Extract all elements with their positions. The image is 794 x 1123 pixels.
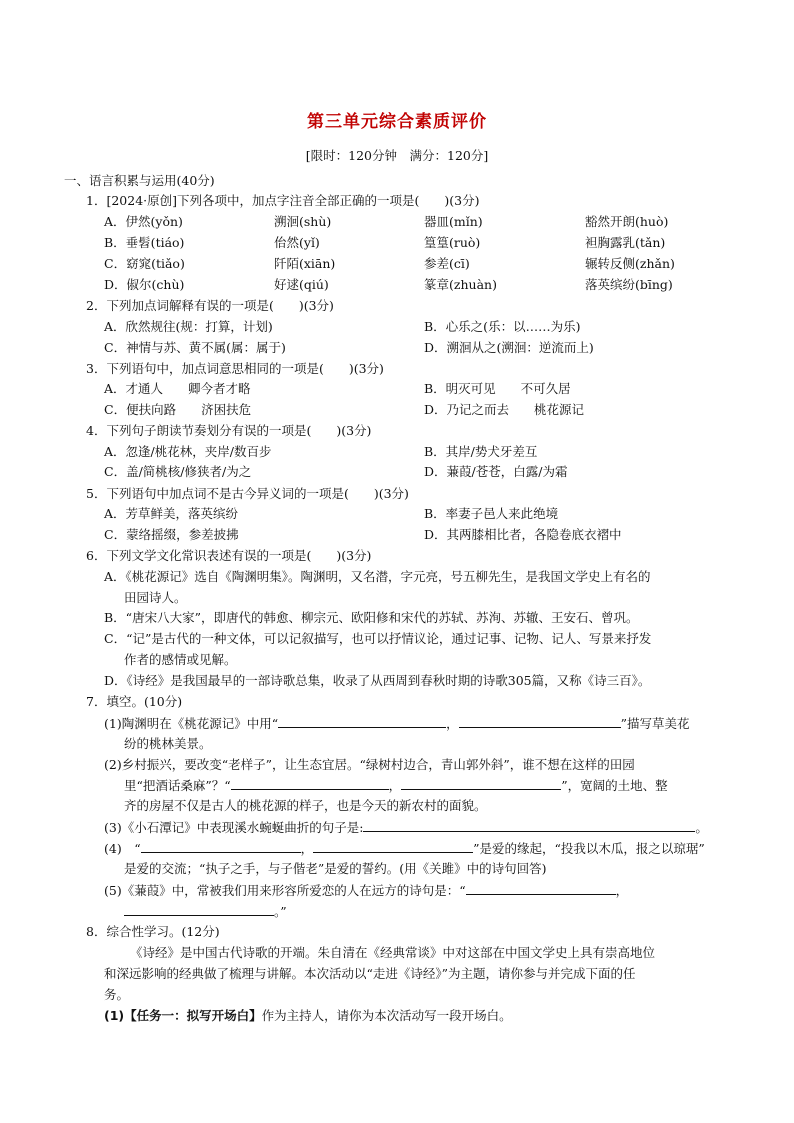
q3-option-a: A．才通人 卿今者才略 (104, 381, 251, 396)
q1-option-a-3: 器皿(mǐn) (424, 214, 483, 229)
q7-part1-text-c: ”描写草美花 (620, 716, 690, 731)
q7-part3-text-a: (3)《小石潭记》中表现溪水蜿蜒曲折的句子是: (104, 820, 364, 835)
q6-option-b: B．“唐宋八大家”，即唐代的韩愈、柳宗元、欧阳修和宋代的苏轼、苏洵、苏辙、王安石、曾巩。 (104, 610, 639, 625)
question-7-stem: 7．填空。(10分) (86, 694, 183, 709)
q4-option-a: A．忽逢/桃花林，夹岸/数百步 (104, 444, 272, 459)
q7-part1-line1 (104, 714, 690, 733)
q7-part5-line1 (104, 881, 628, 900)
q7-part4-text-b: ， (300, 841, 314, 856)
q1-option-d-1: D．俶尔(chù) (104, 277, 185, 292)
q6-option-c-line2: 作者的感情或见解。 (124, 652, 237, 667)
q3-option-c: C．便扶向路 济困扶危 (104, 402, 252, 417)
q1-option-b-4: 袒胸露乳(tǎn) (585, 235, 666, 250)
q7-part4-blank-1[interactable] (141, 839, 301, 853)
q1-option-b-3: 篁篁(ruò) (424, 235, 481, 250)
q7-part4-text-c: ”是爱的缘起，“投我以木瓜，报之以琼琚” (473, 841, 705, 856)
q7-part5-line2 (124, 902, 287, 921)
q7-part3-text-b: 。 (695, 820, 708, 835)
q7-part2-line3: 齐的房屋不仅是古人的桃花源的样子，也是今天的新农村的面貌。 (124, 798, 487, 813)
question-5-stem: 5．下列语句中加点词不是古今异义词的一项是( )(3分) (86, 486, 409, 501)
q8-task1-label: (1)【任务一：拟写开场白】 (104, 1008, 262, 1023)
q7-part5-blank-1[interactable] (466, 881, 616, 895)
q7-part1-text-a: (1)陶渊明在《桃花源记》中用“ (104, 716, 279, 731)
q1-option-d-3: 篆章(zhuàn) (424, 277, 497, 292)
q7-part1-line2: 纷的桃林美景。 (124, 736, 212, 751)
q7-part4-blank-2[interactable] (313, 839, 473, 853)
q3-option-d: D．乃记之而去 桃花源记 (424, 402, 585, 417)
q1-option-b-1: B．垂髫(tiáo) (104, 235, 185, 250)
q7-part1-blank-1[interactable] (278, 714, 446, 728)
q7-part5-blank-2[interactable] (124, 902, 274, 916)
q1-option-d-2: 好逑(qiú) (274, 277, 329, 292)
q7-part2-line2 (124, 776, 668, 795)
q1-option-c-4: 辗转反侧(zhǎn) (585, 256, 675, 271)
q7-part5-text-c: 。” (274, 904, 287, 919)
question-2-stem: 2．下列加点词解释有误的一项是( )(3分) (86, 298, 334, 313)
q2-option-c: C．神情与苏、黄不属(属：属于) (104, 340, 286, 355)
q5-option-b: B．率妻子邑人来此绝境 (424, 506, 559, 521)
q7-part2-blank-2[interactable] (401, 776, 561, 790)
q4-option-b: B．其岸/势犬牙差互 (424, 444, 538, 459)
q1-option-c-2: 阡陌(xiān) (274, 256, 336, 271)
q1-option-b-2: 佁然(yǐ) (274, 235, 320, 250)
q7-part3-line (104, 818, 708, 837)
q3-option-b: B．明灭可见 不可久居 (424, 381, 571, 396)
q1-option-d-4: 落英缤纷(bīng) (585, 277, 673, 292)
q1-option-c-3: 参差(cī) (424, 256, 470, 271)
q5-option-d: D．其两膝相比者，各隐卷底衣褶中 (424, 527, 622, 542)
q1-option-a-4: 豁然开朗(huò) (585, 214, 669, 229)
q7-part3-blank[interactable] (363, 818, 695, 832)
q1-option-c-1: C．窈窕(tiǎo) (104, 256, 185, 271)
q6-option-a-line1: A．《桃花源记》选自《陶渊明集》。陶渊明，又名潜，字元亮，号五柳先生，是我国文学史上有名的 (104, 569, 651, 584)
question-1-stem: 1．[2024·原创]下列各项中，加点字注音全部正确的一项是( )(3分) (86, 193, 480, 208)
q7-part5-text-b: ， (615, 883, 629, 898)
q1-option-a-2: 溯洄(shù) (274, 214, 332, 229)
q7-part1-blank-2[interactable] (459, 714, 621, 728)
q7-part2-line1: (2)乡村振兴，要改变“老样子”，让生态宜居。“绿树村边合，青山郭外斜”，谁不想在这样的田园 (104, 757, 635, 772)
q7-part4-line2: 是爱的交流；“执子之手，与子偕老”是爱的誓约。(用《关雎》中的诗句回答) (124, 861, 547, 876)
page-subtitle: [限时：120分钟 满分：120分] (305, 148, 489, 163)
q7-part1-text-b: ， (446, 716, 459, 731)
q8-paragraph-line3: 务。 (104, 987, 130, 1002)
q7-part2-text-c: ， (388, 778, 402, 793)
q7-part5-text-a: (5)《蒹葭》中，常被我们用来形容所爱恋的人在远方的诗句是：“ (104, 883, 466, 898)
question-3-stem: 3．下列语句中，加点词意思相同的一项是( )(3分) (86, 361, 384, 376)
q8-paragraph-line2: 和深远影响的经典做了梳理与讲解。本次活动以“走进《诗经》”为主题，请你参与并完成下面的任 (104, 966, 636, 981)
q7-part4-text-a: (4) “ (104, 841, 141, 856)
q8-paragraph-line1: 《诗经》是中国古代诗歌的开端。朱自清在《经典常谈》中对这部在中国文学史上具有崇高地位 (130, 945, 656, 960)
q7-part2-blank-1[interactable] (231, 776, 389, 790)
q2-option-a: A．欣然规往(规：打算，计划) (104, 319, 273, 334)
q8-task1-line (104, 1007, 512, 1025)
question-6-stem: 6．下列文学文化常识表述有误的一项是( )(3分) (86, 548, 372, 563)
q8-task1-text: 作为主持人，请你为本次活动写一段开场白。 (261, 1008, 512, 1023)
q1-option-a-1: A．伊然(yǒn) (104, 214, 183, 229)
q4-option-d: D．蒹葭/苍苍，白露/为霜 (424, 464, 568, 479)
q2-option-d: D．溯洄从之(溯洄：逆流而上) (424, 340, 594, 355)
q6-option-d: D．《诗经》是我国最早的一部诗歌总集，收录了从西周到春秋时期的诗歌305篇，又称《诗三百》。 (104, 673, 651, 688)
q4-option-c: C．盖/简桃核/修狭者/为之 (104, 464, 252, 479)
q7-part2-text-b: 里“把酒话桑麻”？“ (124, 778, 231, 793)
q7-part2-text-d: ”，宽阔的土地、整 (561, 778, 668, 793)
q7-part4-line1 (104, 839, 705, 858)
page-title: 第三单元综合素质评价 (307, 112, 487, 132)
q6-option-c-line1: C．“记”是古代的一种文体，可以记叙描写，也可以抒情议论，通过记事、记物、记人、写景来抒发 (104, 631, 652, 646)
q5-option-c: C．蒙络摇缀，参差披拂 (104, 527, 239, 542)
q2-option-b: B．心乐之(乐：以……为乐) (424, 319, 581, 334)
q5-option-a: A．芳草鲜美，落英缤纷 (104, 506, 239, 521)
question-8-stem: 8．综合性学习。(12分) (86, 924, 220, 939)
q6-option-a-line2: 田园诗人。 (124, 590, 187, 605)
section-heading: 一、语言积累与运用(40分) (64, 173, 215, 188)
question-4-stem: 4．下列句子朗读节奏划分有误的一项是( )(3分) (86, 423, 372, 438)
